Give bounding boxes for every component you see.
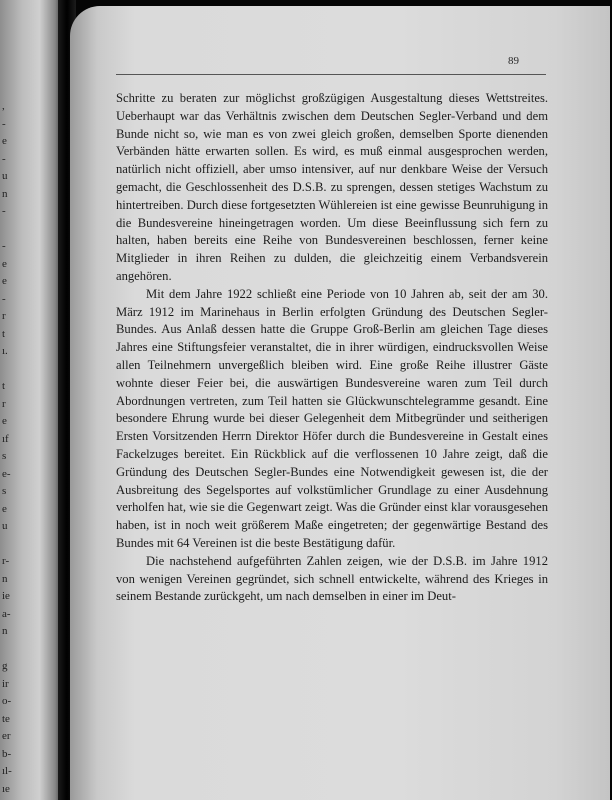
left-page-fragment: u	[2, 520, 8, 532]
left-page-fragment: e	[2, 415, 7, 427]
left-page-fragment: a-	[2, 607, 11, 620]
left-page-fragment	[2, 641, 42, 659]
left-page-fragment: e	[2, 502, 7, 515]
left-page-fragment: n	[2, 625, 8, 637]
paragraph-3: Die nachstehend aufgeführten Zahlen zeigen, wie der D.S.B. im Jahre 1912 von wenigen Vereinen gegründet, sich schnell entwickelte, während des Krieges in seinem Bestande zurückgeht, um nach demselben in einer im Deut-	[116, 553, 548, 604]
left-page-edge	[0, 0, 64, 800]
paragraph-1: Schritte zu beraten zur möglichst großzügigen Ausgestaltung dieses Wettstreites. Ueberhaupt war das Verhältnis zwischen dem Deutschen Segler-Verband und dem Bunde nicht so, wie man es von zwei gleich großen, demselben Sporte dienenden Verbänden hätte erwarten sollen. Es wird, es muß einmal ausgesprochen werden, natürlich nicht offiziell, aber umso intensiver, auf nur denkbare Weise der Versuch gemacht, die Geschlossenheit des D.S.B. zu sprengen, dessen stetiges Wachstum zu hintertreiben. Durch diese fortgesetzten Wühlereien ist eine gewisse Beunruhigung in die Bundesvereine hineingetragen worden. Um diese Beeinflussung sich fern zu halten, haben bereits eine Reihe von Bundesvereinen beschlossen, ferner keine Mitglieder in ihren Reihen zu dulden, die gleichzeitig einem Verbandsverein angehören.	[116, 91, 548, 283]
left-page-fragment: b-	[2, 747, 12, 760]
left-page-fragment: e-	[2, 467, 11, 480]
left-page-fragment: ir	[2, 677, 9, 690]
left-page-fragment: ıl-	[2, 765, 12, 777]
left-page-fragment	[2, 536, 42, 554]
left-page-fragment: ı.	[2, 345, 8, 357]
left-page-fragment: -	[2, 240, 6, 252]
left-page-fragment: r	[2, 397, 6, 410]
left-page-fragment: r	[2, 310, 6, 322]
left-page-fragment: -	[2, 292, 6, 305]
body-text	[116, 90, 548, 606]
left-page-fragment: o-	[2, 695, 12, 707]
left-page-fragment: -	[2, 117, 6, 130]
left-page-fragment: n	[2, 187, 8, 200]
left-page-fragment: -	[2, 205, 6, 217]
book-page	[70, 6, 610, 800]
left-page-fragment: e	[2, 135, 7, 147]
left-page-fragment: g	[2, 660, 8, 672]
left-page-fragment: er	[2, 730, 11, 742]
left-page-fragment: te	[2, 712, 10, 725]
left-page-fragment: n	[2, 572, 8, 585]
page-number: 89	[508, 55, 519, 67]
left-page-fragment: r-	[2, 555, 10, 567]
left-page-fragment: e	[2, 275, 7, 287]
left-page-fragment: t	[2, 380, 6, 392]
left-page-fragment: s	[2, 450, 7, 462]
left-page-text-fragments	[2, 98, 42, 798]
left-page-fragment: ıf	[2, 432, 9, 445]
left-page-fragment: ıe	[2, 782, 10, 795]
header-rule	[116, 74, 546, 75]
left-page-fragment: e	[2, 257, 7, 270]
left-page-fragment: s	[2, 485, 7, 497]
left-page-fragment: -	[2, 152, 6, 165]
left-page-fragment	[2, 361, 42, 379]
left-page-fragment: u	[2, 170, 8, 182]
left-page-fragment	[2, 221, 42, 239]
paragraph-2: Mit dem Jahre 1922 schließt eine Periode von 10 Jahren ab, seit der am 30. März 1912 im Marinehaus in Berlin erfolgten Gründung des Deutschen Segler-Bundes. Aus Anlaß dessen hatte die Gruppe Groß-Berlin am gleichen Tage dieses Jahres eine Stiftungsfeier veranstaltet, die in ihrer würdigen, eindrucksvollen Weise allen Teilnehmern unvergeßlich bleiben wird. Eine große Reihe illustrer Gäste wohnte dieser Feier bei, die auswärtigen Bundesvereine waren zum Teil durch Abordnungen vertreten, zum Teil hatten sie Glückwunschtelegramme gesandt. Eine besondere Ehrung wurde bei dieser Gelegenheit dem Mitbegründer und seitherigen Ersten Vorsitzenden Herrn Direktor Höfer durch die Bundesvereine in Gestalt eines Fackelzuges bereitet. Ein Rückblick auf die verflossenen 10 Jahre zeigt, daß die Gründung des Deutschen Segler-Bundes eine Notwendigkeit gewesen ist, die der Ausbreitung des Segelsportes auf volkstümlicher Grundlage zu einer Ausdehnung verholfen hat, wie sie die Gegenwart zeigt. Was die Gründer einst klar vorausgesehen haben, ist in noch weit größerem Maße eingetreten; der gegenwärtige Bestand des Bundes mit 64 Vereinen ist die beste Bestätigung dafür.	[116, 286, 548, 550]
left-page-fragment: ie	[2, 590, 10, 602]
left-page-fragment: ,	[2, 100, 5, 112]
left-page-fragment: t	[2, 327, 6, 340]
